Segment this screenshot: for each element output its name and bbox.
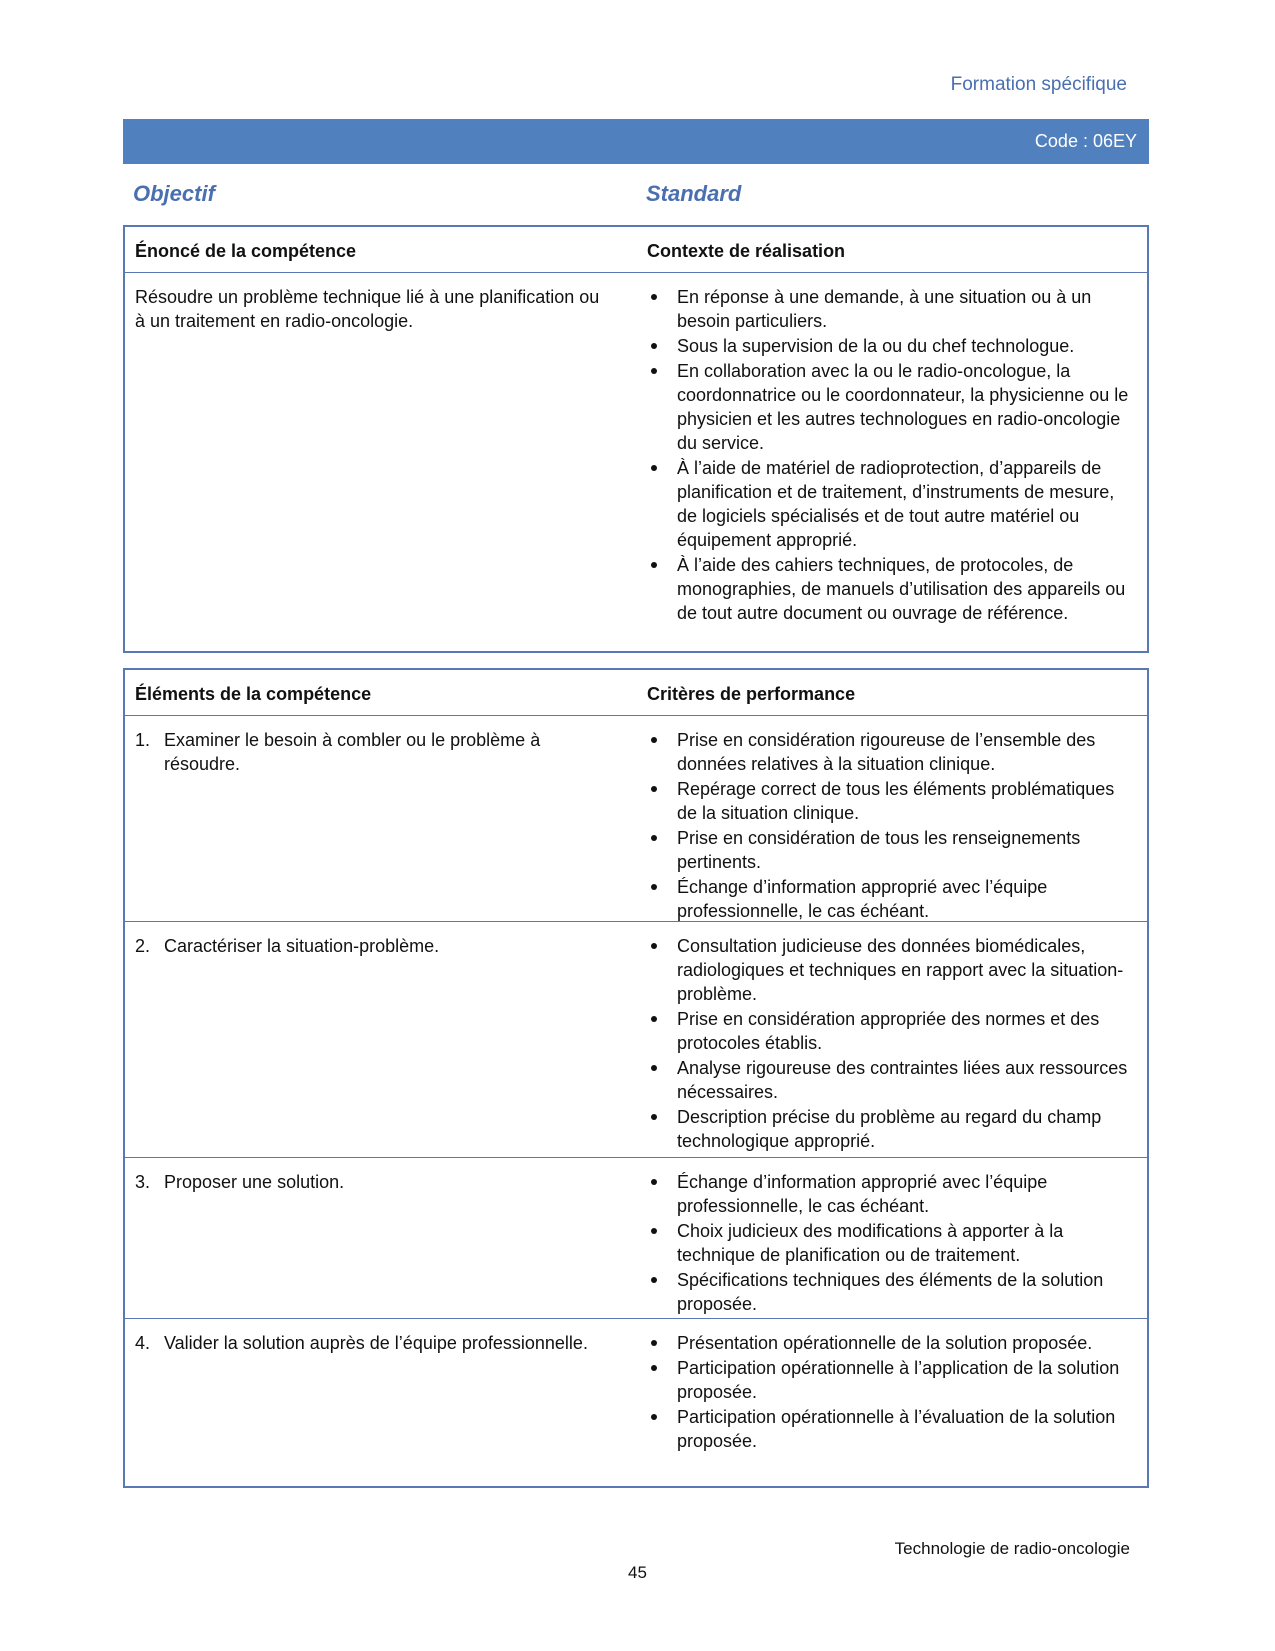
criterion: Participation opérationnelle à l’évaluation de la solution proposée.: [677, 1407, 1116, 1451]
table-row: [125, 1319, 1147, 1485]
element-number: 2.: [135, 936, 151, 956]
bullet-icon: [651, 1179, 657, 1185]
list-item: [647, 553, 1137, 625]
list-item: [647, 1356, 1137, 1404]
list-item: [647, 1170, 1137, 1218]
criterion: Présentation opérationnelle de la solution proposée.: [677, 1333, 1093, 1353]
element-text: Caractériser la situation-problème.: [164, 936, 440, 956]
list-item: [647, 334, 1137, 358]
criteria-list: [647, 728, 1137, 924]
context-item: À l’aide de matériel de radioprotection, d’appareils de planification et de traitement, d’instruments de mesure, de logiciels spécialisés et de tout autre matériel ou équipement approprié.: [677, 458, 1115, 550]
bullet-icon: [651, 737, 657, 743]
list-item: [647, 1007, 1137, 1055]
list-item: [647, 934, 1137, 1006]
criteria-list: [647, 1331, 1137, 1454]
competence-table: [123, 225, 1149, 653]
criterion: Échange d’information approprié avec l’équipe professionnelle, le cas échéant.: [677, 1172, 1048, 1216]
bullet-icon: [651, 343, 657, 349]
criterion: Prise en considération de tous les renseignements pertinents.: [677, 828, 1081, 872]
bullet-icon: [651, 884, 657, 890]
list-item: [647, 1056, 1137, 1104]
list-item: [647, 826, 1137, 874]
criterion: Prise en considération rigoureuse de l’ensemble des données relatives à la situation clinique.: [677, 730, 1096, 774]
element-text: Proposer une solution.: [164, 1172, 345, 1192]
list-item: [647, 1268, 1137, 1316]
bullet-icon: [651, 1016, 657, 1022]
competence-header-row: [125, 227, 1147, 273]
criterion: Choix judicieux des modifications à apporter à la technique de planification ou de traitement.: [677, 1221, 1064, 1265]
context-item: En collaboration avec la ou le radio-oncologue, la coordonnatrice ou le coordonnateur, la physicienne ou le physicien et les autres technologues en radio-oncologie du service.: [677, 361, 1129, 453]
list-item: [647, 359, 1137, 455]
criteres-header: Critères de performance: [647, 684, 856, 704]
element-number: 3.: [135, 1172, 151, 1192]
list-item: [647, 1219, 1137, 1267]
bullet-icon: [651, 1114, 657, 1120]
element-number: 4.: [135, 1333, 151, 1353]
bullet-icon: [651, 465, 657, 471]
element-number: 1.: [135, 730, 151, 750]
formation-label: Formation spécifique: [950, 74, 1127, 95]
element-1: [135, 728, 605, 776]
competence-statement: Résoudre un problème technique lié à une planification ou à un traitement en radio-oncologie.: [135, 287, 600, 331]
table-row: [125, 922, 1147, 1158]
bullet-icon: [651, 562, 657, 568]
elements-header-row: [125, 670, 1147, 716]
contexte-header: Contexte de réalisation: [647, 241, 846, 261]
element-4: [135, 1331, 605, 1355]
list-item: [647, 285, 1137, 333]
context-item: En réponse à une demande, à une situation ou à un besoin particuliers.: [677, 287, 1092, 331]
bullet-icon: [651, 1065, 657, 1071]
criterion: Description précise du problème au regard du champ technologique approprié.: [677, 1107, 1102, 1151]
element-2: [135, 934, 605, 958]
bullet-icon: [651, 368, 657, 374]
bullet-icon: [651, 835, 657, 841]
context-item: À l’aide des cahiers techniques, de protocoles, de monographies, de manuels d’utilisation des appareils ou de tout autre document ou ouvrage de référence.: [677, 555, 1126, 623]
list-item: [647, 875, 1137, 923]
element-text: Examiner le besoin à combler ou le problème à résoudre.: [164, 730, 541, 774]
criterion: Repérage correct de tous les éléments problématiques de la situation clinique.: [677, 779, 1115, 823]
bullet-icon: [651, 1365, 657, 1371]
list-item: [647, 1105, 1137, 1153]
objectif-title: Objectif: [133, 181, 215, 206]
competence-row: [125, 273, 1147, 651]
table-row: [125, 1158, 1147, 1319]
code-text: Code : 06EY: [1034, 131, 1137, 151]
criteria-list: [647, 934, 1137, 1154]
element-text: Valider la solution auprès de l’équipe professionnelle.: [164, 1333, 588, 1353]
bullet-icon: [651, 294, 657, 300]
section-titles: [133, 181, 1143, 211]
criterion: Échange d’information approprié avec l’équipe professionnelle, le cas échéant.: [677, 877, 1048, 921]
element-3: [135, 1170, 605, 1194]
list-item: [647, 728, 1137, 776]
context-item: Sous la supervision de la ou du chef technologue.: [677, 336, 1075, 356]
enonce-header: Énoncé de la compétence: [135, 241, 357, 261]
list-item: [647, 777, 1137, 825]
list-item: [647, 1405, 1137, 1453]
criteria-list: [647, 1170, 1137, 1317]
criterion: Prise en considération appropriée des normes et des protocoles établis.: [677, 1009, 1100, 1053]
list-item: [647, 456, 1137, 552]
footer-program: Technologie de radio-oncologie: [894, 1539, 1130, 1558]
criterion: Consultation judicieuse des données biomédicales, radiologiques et techniques en rapport avec la situation-problème.: [677, 936, 1124, 1004]
table-row: [125, 716, 1147, 922]
bullet-icon: [651, 1228, 657, 1234]
criterion: Analyse rigoureuse des contraintes liées aux ressources nécessaires.: [677, 1058, 1128, 1102]
elements-table: [123, 668, 1149, 1488]
bullet-icon: [651, 943, 657, 949]
elements-header: Éléments de la compétence: [135, 684, 372, 704]
criterion: Spécifications techniques des éléments de la solution proposée.: [677, 1270, 1104, 1314]
page-number: 45: [628, 1563, 647, 1582]
bullet-icon: [651, 1340, 657, 1346]
bullet-icon: [651, 1414, 657, 1420]
criterion: Participation opérationnelle à l’application de la solution proposée.: [677, 1358, 1120, 1402]
list-item: [647, 1331, 1137, 1355]
code-banner: [123, 119, 1149, 164]
standard-title: Standard: [646, 181, 742, 206]
bullet-icon: [651, 1277, 657, 1283]
bullet-icon: [651, 786, 657, 792]
context-list: [647, 285, 1137, 626]
